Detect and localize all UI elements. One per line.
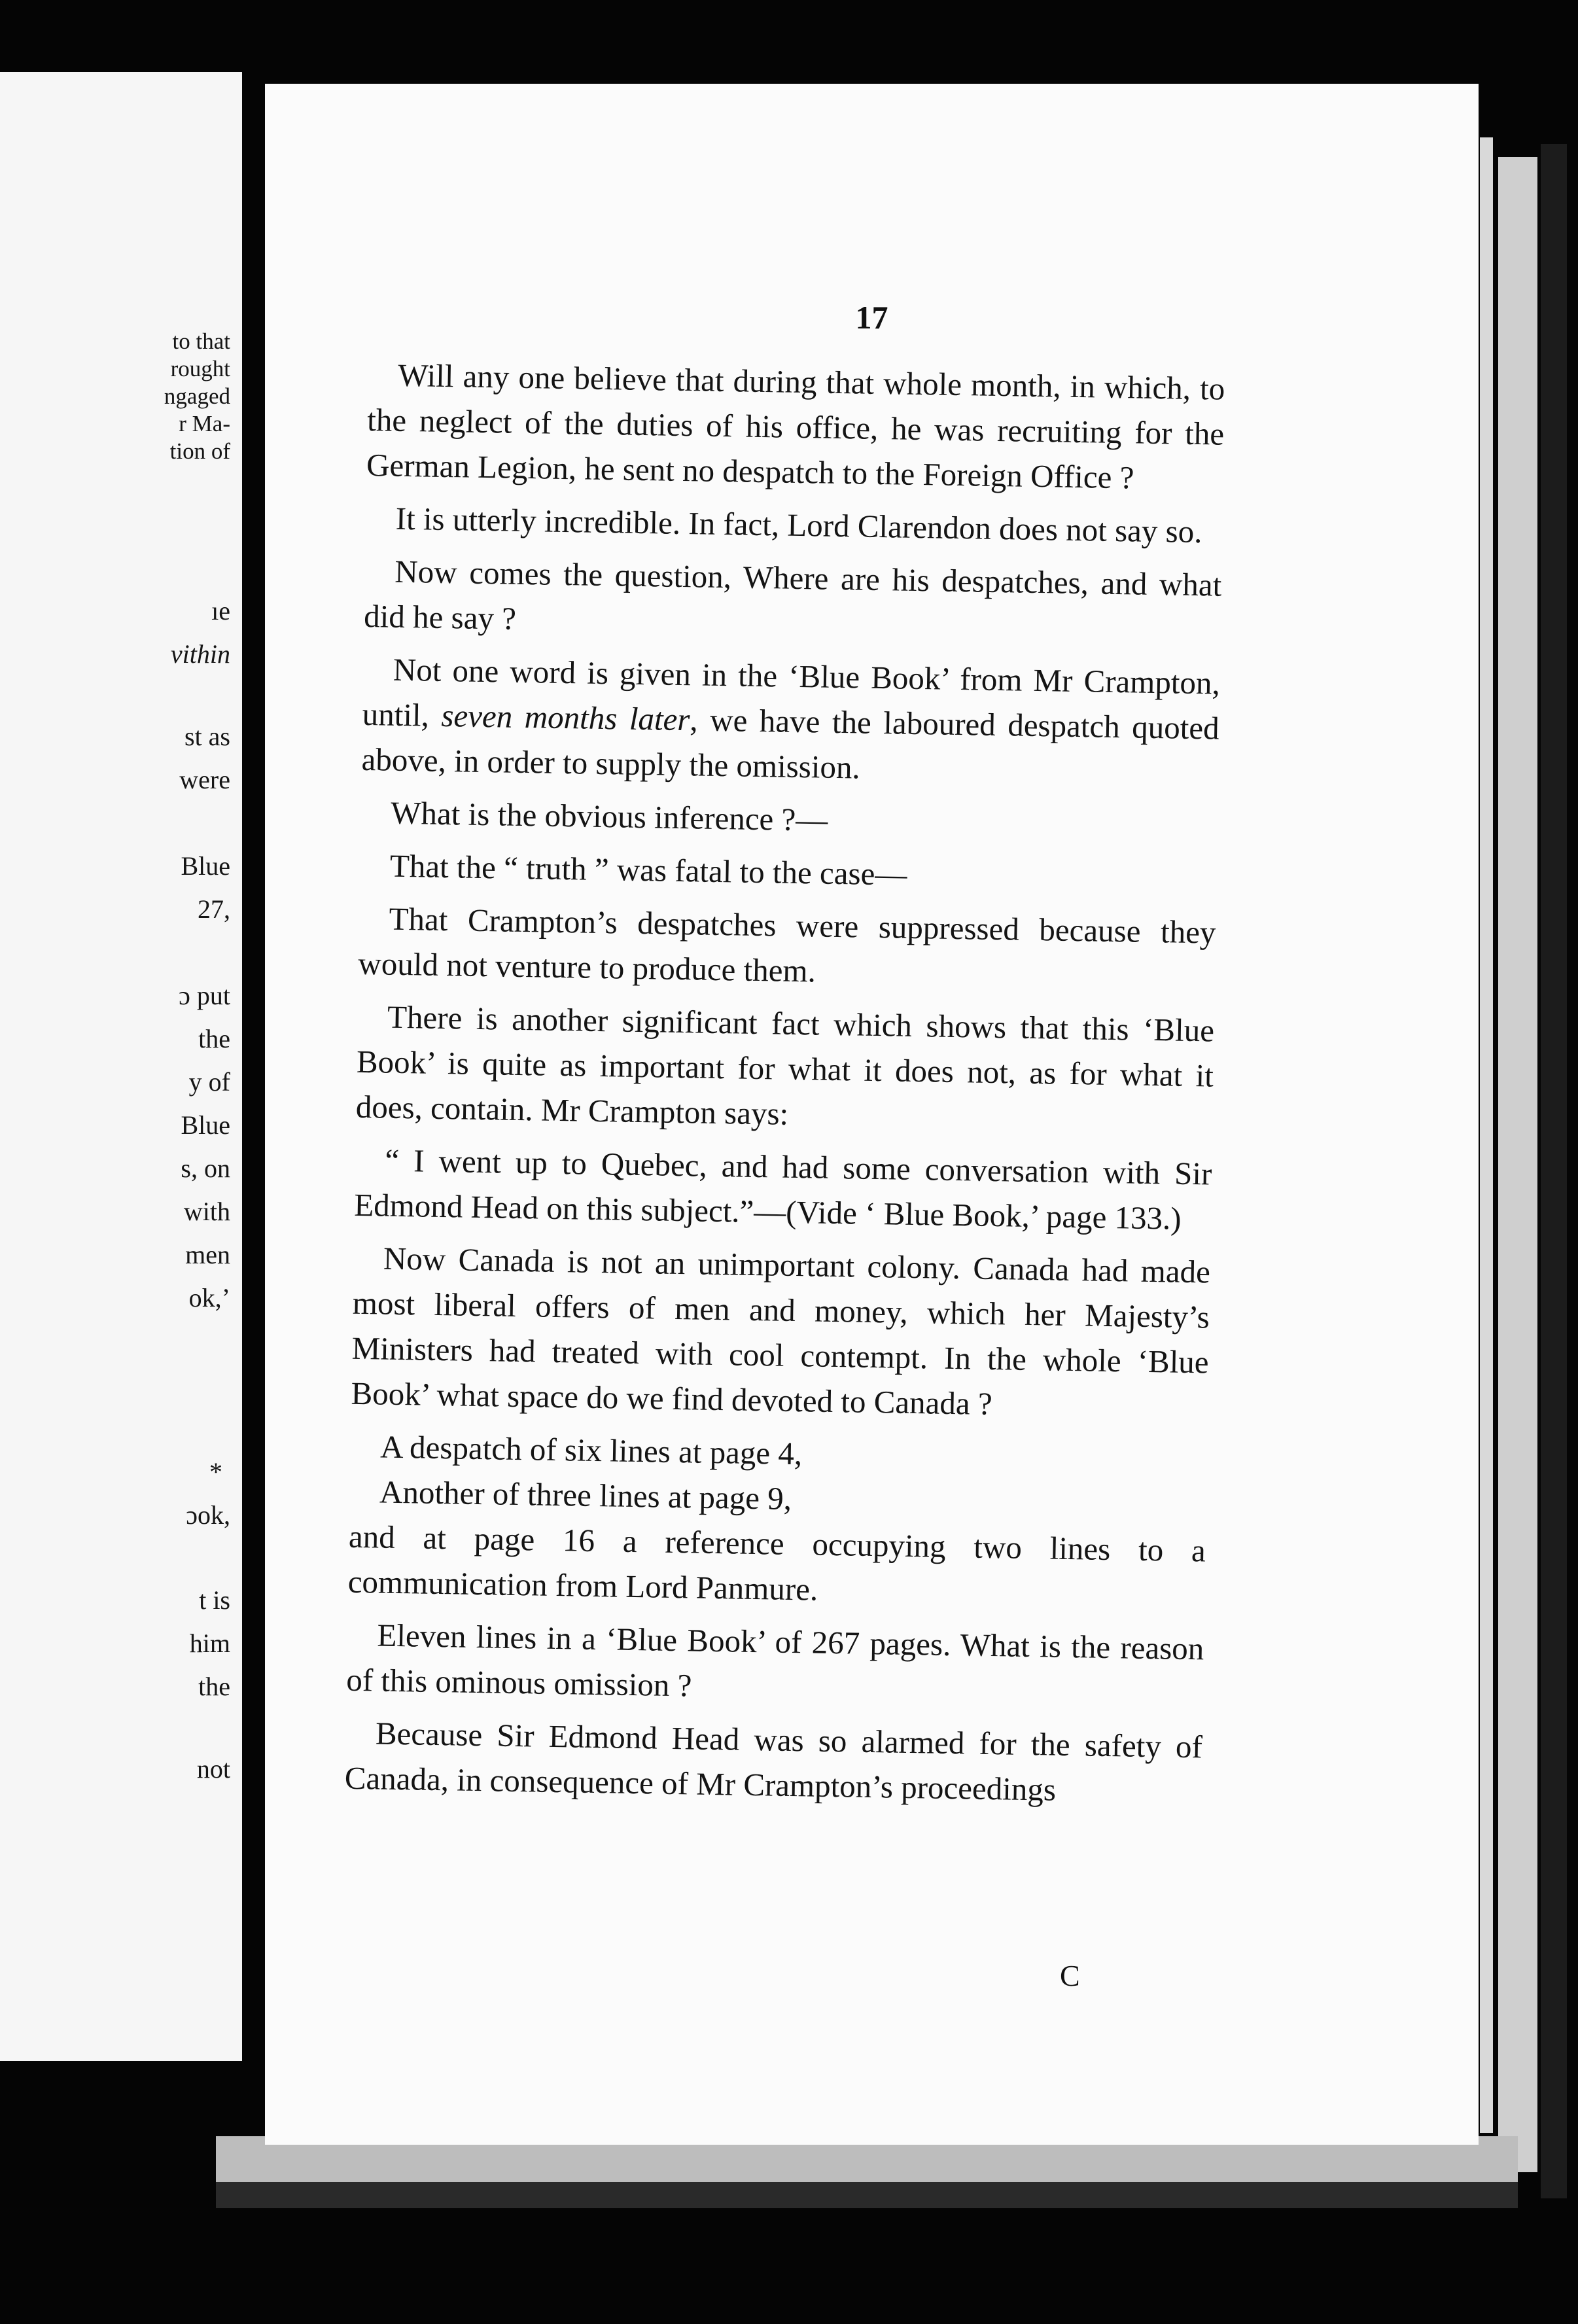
- book-page: [265, 84, 1479, 2145]
- left-line: s, on: [181, 1153, 230, 1183]
- book-edge-outer: [1541, 144, 1567, 2198]
- book-bottom-shadow: [216, 2182, 1518, 2208]
- left-line: vithin: [170, 639, 230, 669]
- left-line: with: [183, 1197, 230, 1226]
- left-line: to that: [172, 328, 230, 354]
- left-line: st as: [184, 722, 230, 751]
- left-line: Blue: [181, 851, 230, 881]
- left-line: the: [198, 1024, 230, 1053]
- left-line: ɔ put: [179, 981, 230, 1010]
- paragraph: It is utterly incredible. In fact, Lord Clarendon does not say so.: [395, 500, 1202, 550]
- left-page-fragment: [0, 72, 242, 2061]
- left-line: r Ma-: [179, 411, 230, 436]
- left-line: were: [179, 765, 230, 794]
- left-line: ıe: [211, 596, 230, 625]
- left-line: the: [198, 1672, 230, 1701]
- left-line: 27,: [198, 894, 230, 924]
- left-line: him: [189, 1629, 230, 1658]
- paragraph: Eleven lines in a ‘Blue Book’ of 267 pages. What is the reason of this ominous omission ?: [345, 1617, 1204, 1704]
- left-line: Blue: [181, 1110, 230, 1140]
- italic-phrase: seven months later: [441, 697, 690, 738]
- paragraph: What is the obvious inference ?—: [390, 794, 828, 838]
- left-line: ngaged: [164, 383, 230, 409]
- list-line: A despatch of six lines at page 4,: [379, 1428, 803, 1472]
- left-line: ok,’: [188, 1283, 230, 1312]
- signature-mark: C: [1060, 1959, 1080, 1992]
- left-line: tion of: [169, 438, 230, 464]
- paragraph-with-italic: Not one word is given in the ‘Blue Book’ from Mr Crampton, until, seven months later, we have the laboured despatch quoted above, in order to supply the omission.: [361, 651, 1221, 786]
- paragraph: That Crampton’s despatches were suppressed because they would not venture to produce them.: [358, 900, 1216, 989]
- paragraph: Now comes the question, Where are his despatches, and what did he say ?: [363, 553, 1222, 637]
- paragraph: and at page 16 a reference occupying two lines to a communication from Lord Panmure.: [347, 1518, 1206, 1608]
- paragraph: There is another significant fact which shows that this ‘Blue Book’ is quite as important for what it does not, as for what it does, contain. Mr Crampton says:: [355, 998, 1215, 1132]
- paragraph: Will any one believe that during that whole month, in which, to the neglect of the duties of his office, he was recruiting for the German Legion, he sent no despatch to the Foreign Office ?: [366, 357, 1225, 496]
- paragraph: That the “ truth ” was fatal to the case—: [389, 847, 907, 892]
- left-line: not: [196, 1754, 230, 1784]
- page-number: 17: [855, 299, 888, 336]
- list-line: Another of three lines at page 9,: [379, 1473, 792, 1517]
- paragraph: Now Canada is not an unimportant colony. Canada had made most liberal offers of men and money, which her Majesty’s Ministers had treated with cool contempt. In the whole ‘Blue Book’ what space do we find devoted to Canada ?: [351, 1240, 1211, 1422]
- quotation-paragraph: “ I went up to Quebec, and had some conversation with Sir Edmond Head on this subject.”—(Vide ‘ Blue Book,’ page 133.): [353, 1142, 1212, 1237]
- left-line: y of: [188, 1067, 230, 1097]
- paragraph: Because Sir Edmond Head was so alarmed for the safety of Canada, in consequence of Mr Crampton’s proceedings: [344, 1715, 1203, 1808]
- left-line: rought: [170, 356, 230, 381]
- left-line: ɔok,: [186, 1500, 230, 1530]
- left-line: *: [209, 1457, 222, 1487]
- left-line: men: [185, 1240, 230, 1269]
- page-body: [344, 352, 1513, 1827]
- left-line: t is: [199, 1585, 230, 1615]
